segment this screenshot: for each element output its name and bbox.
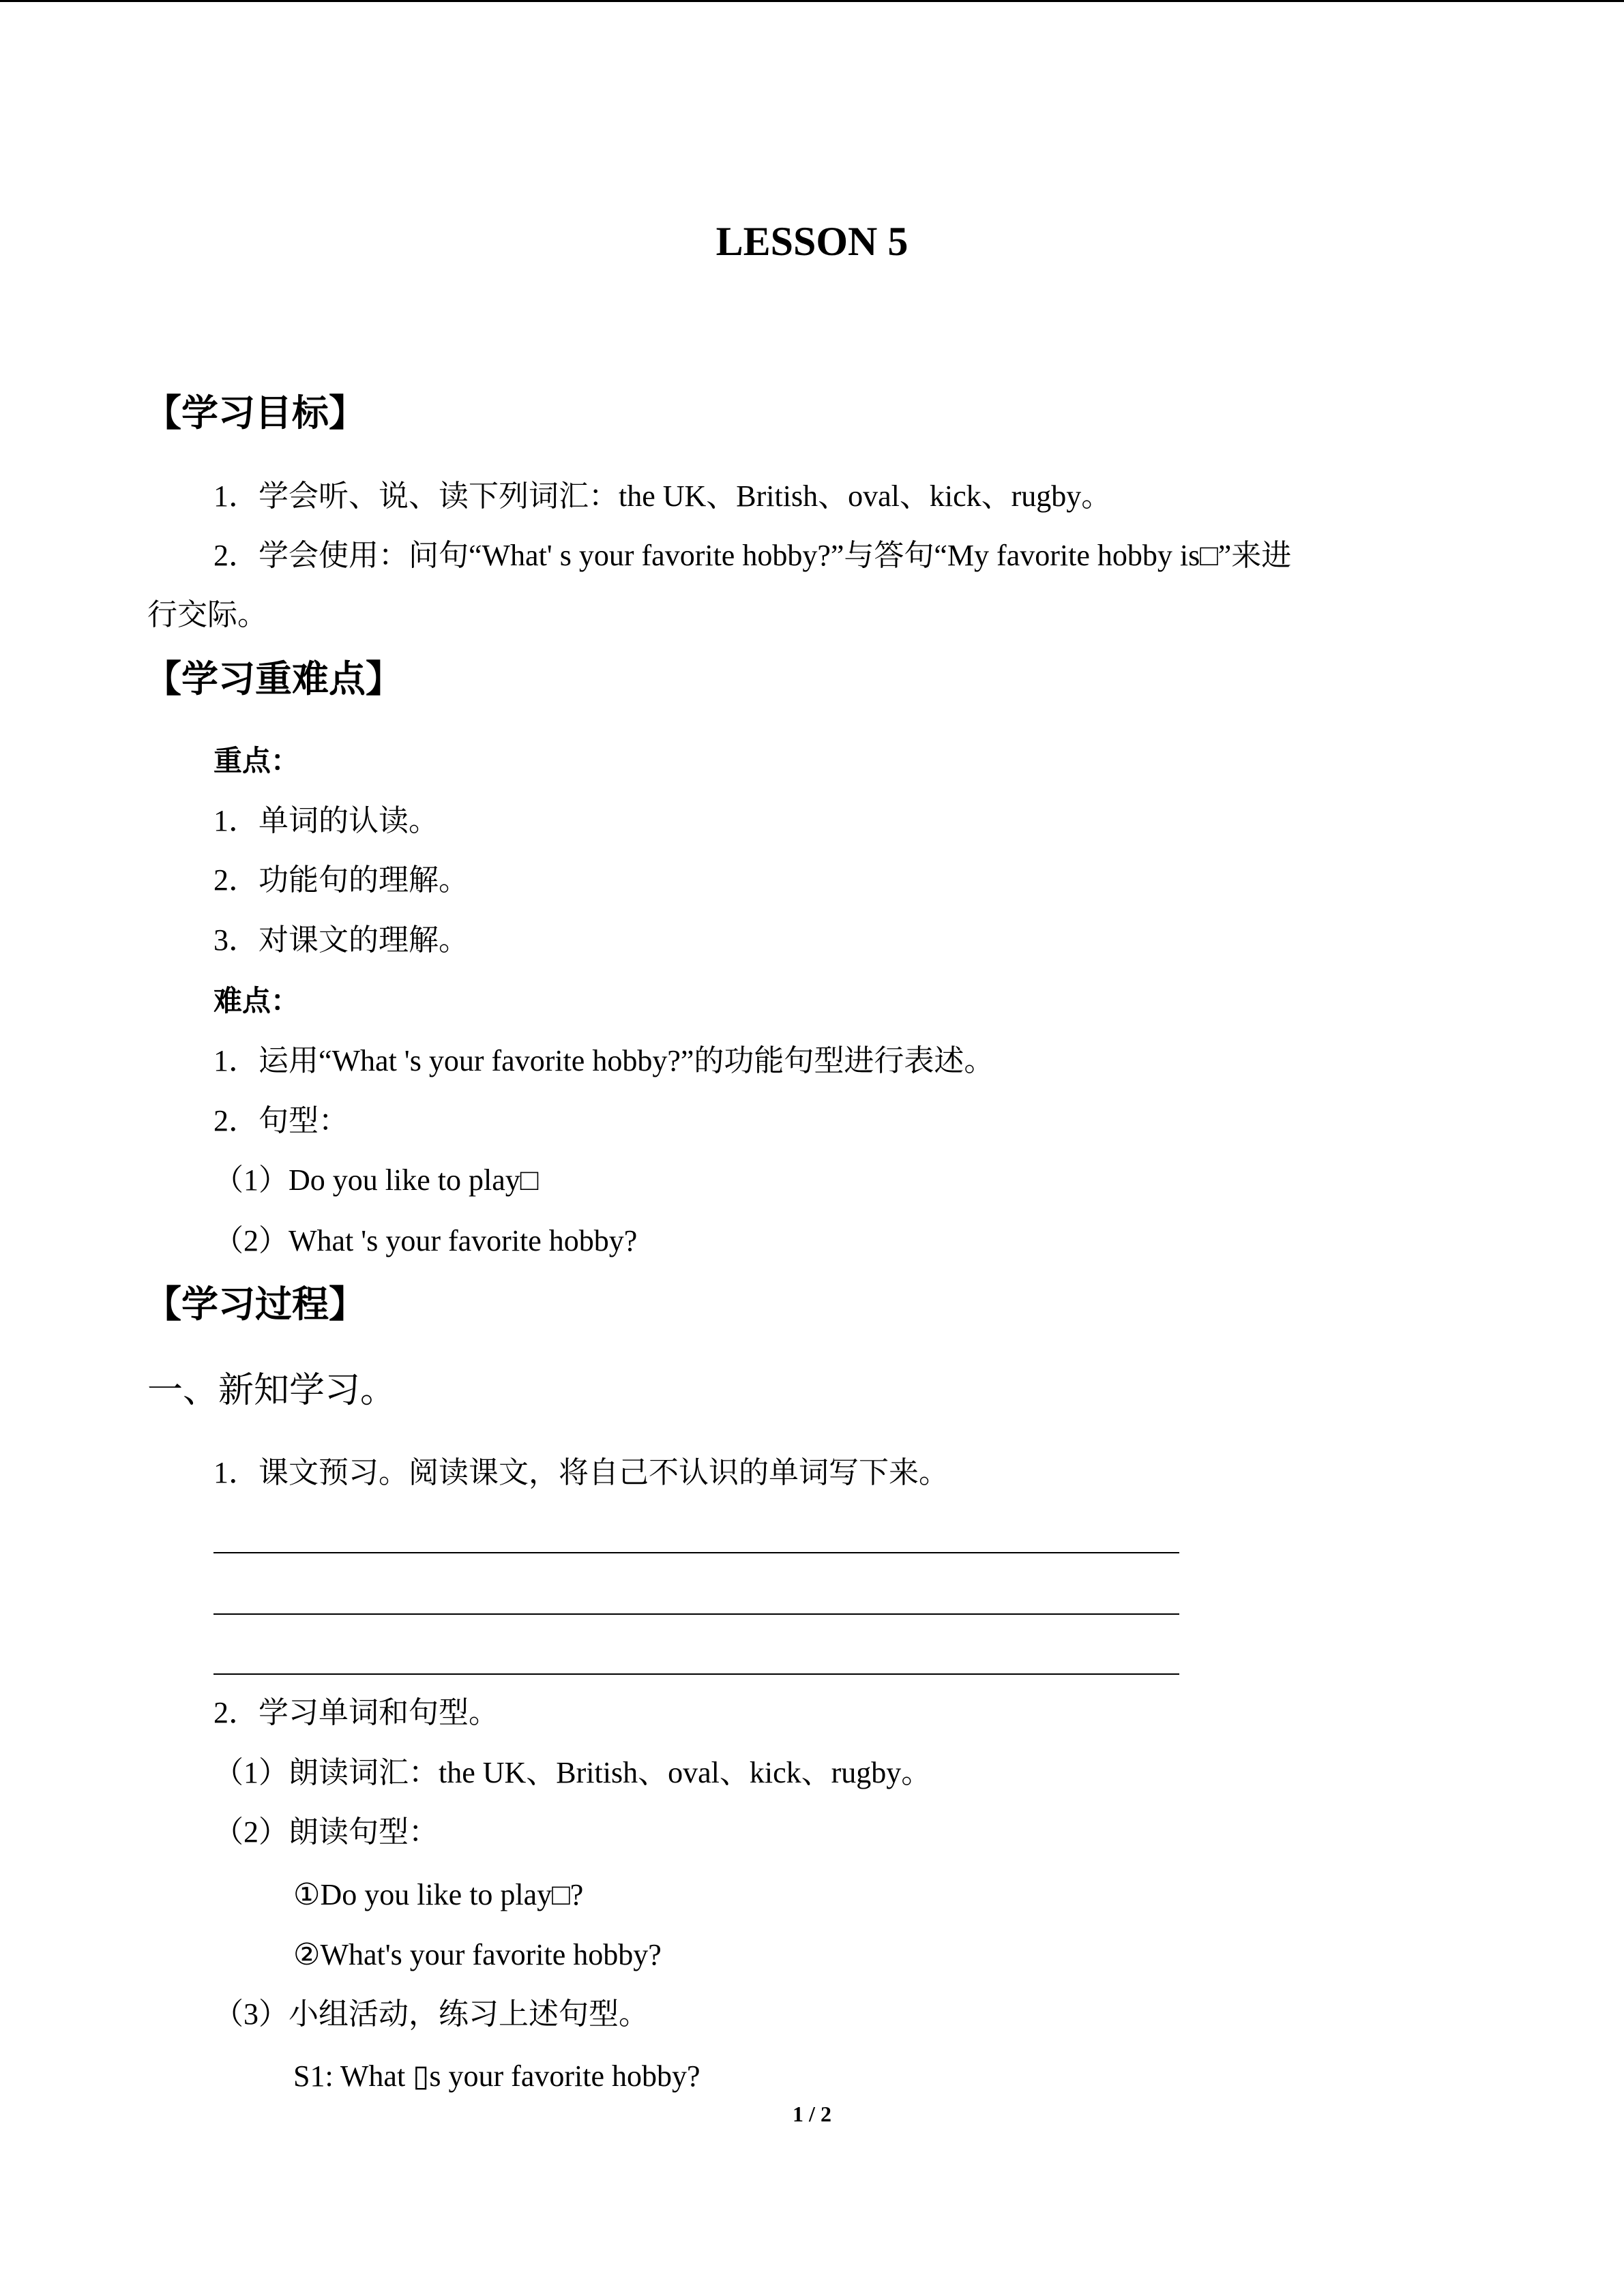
difficult-item-2: 2．句型：: [213, 1104, 349, 1137]
answer-line-2[interactable]: [213, 1613, 1179, 1615]
difficult-label: 难点：: [213, 986, 300, 1017]
key-item-3: 3．对课文的理解。: [213, 923, 469, 957]
objective-item-2-continued: 行交际。: [147, 598, 267, 631]
sub-item-2: （2）朗读句型：: [213, 1815, 439, 1849]
process-heading: 【学习过程】: [145, 1283, 366, 1326]
objectives-heading: 【学习目标】: [145, 391, 366, 434]
sentence-1: ①Do you like to play□?: [293, 1878, 584, 1911]
objective-item-1: 1．学会听、说、读下列词汇：the UK、British、oval、kick、rugby。: [213, 479, 1112, 513]
difficult-item-3: （1）Do you like to play□: [213, 1163, 539, 1197]
dialogue-line-1: S1: What ▯s your favorite hobby?: [293, 2059, 700, 2093]
key-points-heading: 【学习重难点】: [145, 657, 402, 700]
section-new-knowledge: 一、新知学习。: [147, 1371, 396, 1410]
sub-item-3: （3）小组活动，练习上述句型。: [213, 1997, 649, 2031]
sentence-2: ②What's your favorite hobby?: [293, 1938, 662, 1971]
key-item-2: 2．功能句的理解。: [213, 863, 469, 897]
key-label: 重点：: [213, 746, 300, 777]
answer-line-3[interactable]: [213, 1673, 1179, 1675]
step-1: 1．课文预习。阅读课文，将自己不认识的单词写下来。: [213, 1456, 949, 1489]
lesson-title: LESSON 5: [715, 219, 909, 264]
answer-line-1[interactable]: [213, 1552, 1179, 1553]
page-number: 1 / 2: [793, 2102, 831, 2126]
difficult-item-4: （2）What 's your favorite hobby?: [213, 1224, 638, 1257]
difficult-item-1: 1．运用“What 's your favorite hobby?”的功能句型进行表述。: [213, 1044, 994, 1077]
step-2: 2．学习单词和句型。: [213, 1696, 499, 1729]
top-border: [0, 0, 1624, 2]
sub-item-1: （1）朗读词汇：the UK、British、oval、kick、rugby。: [213, 1756, 932, 1789]
objective-item-2: 2．学会使用：问句“What' s your favorite hobby?”与答句“My favorite hobby is□”来进: [213, 539, 1292, 572]
key-item-1: 1．单词的认读。: [213, 804, 439, 837]
